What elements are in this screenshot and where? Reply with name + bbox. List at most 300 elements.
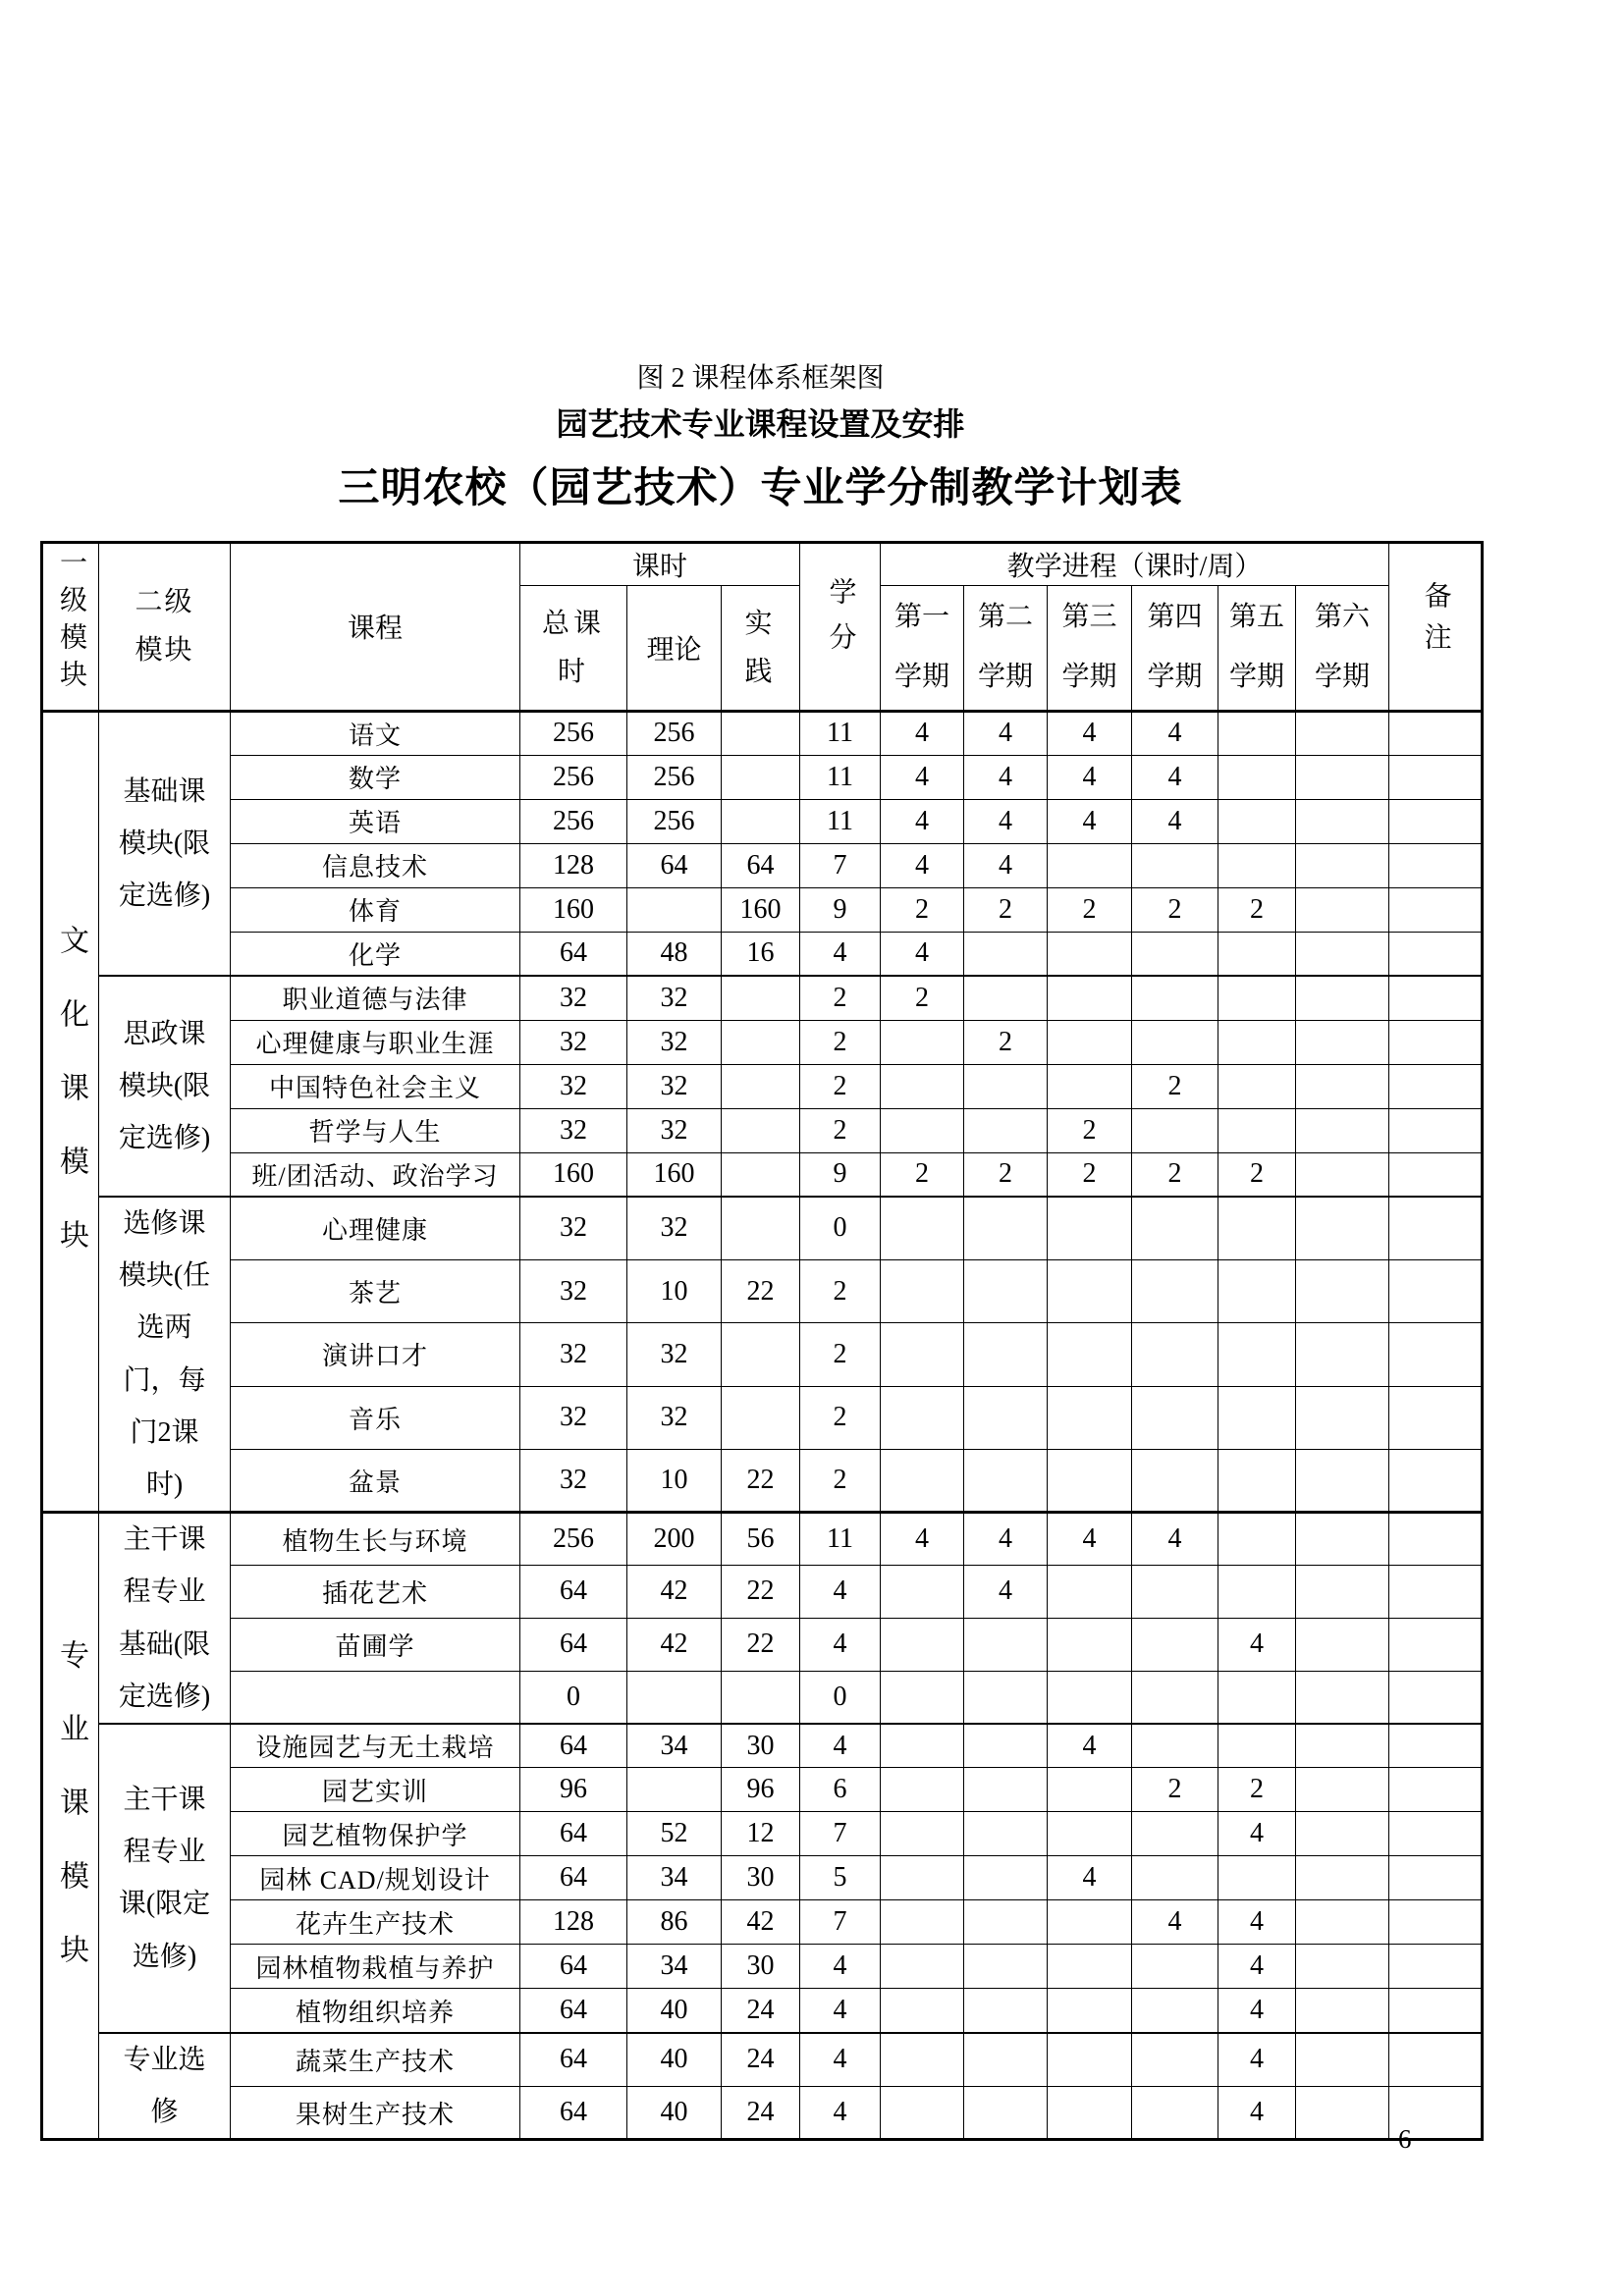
- semester-3-cell: [1048, 1768, 1132, 1812]
- teaching-plan-table: [40, 541, 1484, 2142]
- semester-2-cell: 4: [964, 755, 1048, 799]
- total-hours-cell: 32: [520, 1259, 627, 1322]
- theory-hours-cell: 86: [627, 1900, 722, 1945]
- credits-cell: 2: [800, 1386, 881, 1449]
- semester-4-cell: [1132, 1449, 1218, 1512]
- credits-cell: 2: [800, 1259, 881, 1322]
- semester-2-cell: 4: [964, 799, 1048, 843]
- course-name-cell: 英语: [231, 799, 520, 843]
- practice-hours-cell: 42: [722, 1900, 800, 1945]
- course-name-cell: [231, 1671, 520, 1724]
- credits-cell: 0: [800, 1197, 881, 1259]
- course-row: [42, 1197, 1483, 1259]
- course-row: [42, 711, 1483, 755]
- practice-hours-cell: [722, 755, 800, 799]
- practice-hours-cell: 22: [722, 1449, 800, 1512]
- semester-5-cell: [1218, 711, 1296, 755]
- semester-3-cell: 4: [1048, 799, 1132, 843]
- theory-hours-cell: 32: [627, 1386, 722, 1449]
- course-row: [42, 1323, 1483, 1386]
- semester-6-cell: [1296, 1020, 1389, 1064]
- course-row: [42, 755, 1483, 799]
- course-row: [42, 1812, 1483, 1856]
- practice-hours-cell: 22: [722, 1259, 800, 1322]
- semester-5-cell: [1218, 1386, 1296, 1449]
- semester-3-cell: [1048, 1386, 1132, 1449]
- practice-hours-cell: [722, 711, 800, 755]
- course-name-cell: 设施园艺与无土栽培: [231, 1724, 520, 1768]
- course-name-cell: 蔬菜生产技术: [231, 2033, 520, 2086]
- course-row: [42, 1513, 1483, 1566]
- credits-cell: 4: [800, 1945, 881, 1989]
- course-name-cell: 数学: [231, 755, 520, 799]
- practice-hours-cell: [722, 1020, 800, 1064]
- semester-1-cell: 4: [881, 843, 964, 887]
- semester-6-cell: [1296, 1108, 1389, 1152]
- practice-hours-cell: 30: [722, 1724, 800, 1768]
- semester-5-cell: 4: [1218, 1989, 1296, 2033]
- practice-hours-cell: [722, 1152, 800, 1197]
- semester-3-cell: 2: [1048, 1108, 1132, 1152]
- header-semester-2-label: 第二学期: [978, 602, 1034, 692]
- semester-1-cell: 4: [881, 799, 964, 843]
- theory-hours-cell: [627, 887, 722, 932]
- semester-4-cell: [1132, 1108, 1218, 1152]
- credits-cell: 4: [800, 1989, 881, 2033]
- credits-cell: 2: [800, 1323, 881, 1386]
- course-row: [42, 1064, 1483, 1108]
- semester-5-cell: 4: [1218, 1618, 1296, 1671]
- course-row: [42, 1566, 1483, 1619]
- semester-4-cell: [1132, 1724, 1218, 1768]
- header-level2-module-label: 二级模块: [135, 587, 194, 667]
- remark-cell: [1389, 1108, 1483, 1152]
- header-remarks: [1389, 542, 1483, 711]
- semester-1-cell: [881, 1812, 964, 1856]
- header-semester-1: [881, 585, 964, 711]
- semester-3-cell: 2: [1048, 887, 1132, 932]
- course-name-cell: 心理健康与职业生涯: [231, 1020, 520, 1064]
- semester-6-cell: [1296, 1513, 1389, 1566]
- semester-3-cell: [1048, 1449, 1132, 1512]
- semester-1-cell: [881, 1259, 964, 1322]
- semester-5-cell: 4: [1218, 2086, 1296, 2139]
- course-name-cell: 班/团活动、政治学习: [231, 1152, 520, 1197]
- semester-6-cell: [1296, 843, 1389, 887]
- semester-4-cell: [1132, 2033, 1218, 2086]
- credits-cell: 11: [800, 755, 881, 799]
- course-row: [42, 799, 1483, 843]
- semester-3-cell: 4: [1048, 755, 1132, 799]
- practice-hours-cell: [722, 1323, 800, 1386]
- header-row-1: [42, 542, 1483, 585]
- semester-3-cell: [1048, 976, 1132, 1020]
- course-name-cell: 音乐: [231, 1386, 520, 1449]
- semester-5-cell: 2: [1218, 1768, 1296, 1812]
- credits-cell: 7: [800, 1812, 881, 1856]
- header-level1-module-label: 一级模块: [56, 548, 86, 698]
- header-progress-group: 教学进程（课时/周）: [881, 542, 1389, 585]
- semester-1-cell: 4: [881, 755, 964, 799]
- total-hours-cell: 256: [520, 799, 627, 843]
- header-practice: [722, 585, 800, 711]
- semester-5-cell: [1218, 1724, 1296, 1768]
- practice-hours-cell: 64: [722, 843, 800, 887]
- practice-hours-cell: 12: [722, 1812, 800, 1856]
- course-name-cell: 语文: [231, 711, 520, 755]
- credits-cell: 4: [800, 1724, 881, 1768]
- theory-hours-cell: 256: [627, 711, 722, 755]
- header-credits: [800, 542, 881, 711]
- credits-cell: 11: [800, 711, 881, 755]
- semester-1-cell: [881, 1900, 964, 1945]
- course-row: [42, 1945, 1483, 1989]
- semester-5-cell: [1218, 1197, 1296, 1259]
- semester-2-cell: [964, 1856, 1048, 1900]
- semester-3-cell: 4: [1048, 711, 1132, 755]
- remark-cell: [1389, 1152, 1483, 1197]
- course-row: [42, 1259, 1483, 1322]
- level2-module-cell: 主干课程专业课(限定选修): [99, 1724, 231, 2033]
- course-name-cell: 演讲口才: [231, 1323, 520, 1386]
- remark-cell: [1389, 2033, 1483, 2086]
- semester-2-cell: 4: [964, 1513, 1048, 1566]
- semester-6-cell: [1296, 1618, 1389, 1671]
- course-name-cell: 植物生长与环境: [231, 1513, 520, 1566]
- semester-3-cell: [1048, 1064, 1132, 1108]
- level2-module-cell: 选修课模块(任选两门，每门2课时): [99, 1197, 231, 1513]
- header-semester-4: [1132, 585, 1218, 711]
- semester-5-cell: [1218, 799, 1296, 843]
- remark-cell: [1389, 1768, 1483, 1812]
- practice-hours-cell: 24: [722, 1989, 800, 2033]
- table-header: [42, 542, 1483, 711]
- semester-4-cell: 4: [1132, 711, 1218, 755]
- semester-2-cell: [964, 1989, 1048, 2033]
- practice-hours-cell: [722, 1671, 800, 1724]
- total-hours-cell: 64: [520, 1856, 627, 1900]
- total-hours-cell: 64: [520, 932, 627, 976]
- course-row: [42, 976, 1483, 1020]
- semester-6-cell: [1296, 887, 1389, 932]
- total-hours-cell: 256: [520, 1513, 627, 1566]
- course-row: [42, 2033, 1483, 2086]
- level1-module-label: 专业课模块: [55, 1639, 87, 2008]
- figure-caption: 图 2 课程体系框架图: [636, 363, 885, 394]
- theory-hours-cell: [627, 1671, 722, 1724]
- page-number: 6: [1398, 2124, 1412, 2154]
- semester-5-cell: 4: [1218, 1945, 1296, 1989]
- practice-hours-cell: [722, 1197, 800, 1259]
- course-row: [42, 1108, 1483, 1152]
- semester-1-cell: 4: [881, 711, 964, 755]
- semester-2-cell: [964, 932, 1048, 976]
- credits-cell: 2: [800, 1020, 881, 1064]
- theory-hours-cell: 34: [627, 1945, 722, 1989]
- practice-hours-cell: [722, 799, 800, 843]
- total-hours-cell: 0: [520, 1671, 627, 1724]
- header-level1-module: [42, 542, 99, 711]
- header-semester-5: [1218, 585, 1296, 711]
- semester-4-cell: 2: [1132, 1768, 1218, 1812]
- semester-4-cell: 4: [1132, 1900, 1218, 1945]
- semester-6-cell: [1296, 1197, 1389, 1259]
- semester-4-cell: 4: [1132, 755, 1218, 799]
- semester-1-cell: [881, 1945, 964, 1989]
- semester-2-cell: [964, 1449, 1048, 1512]
- practice-hours-cell: 30: [722, 1856, 800, 1900]
- total-hours-cell: 32: [520, 1020, 627, 1064]
- semester-3-cell: [1048, 1989, 1132, 2033]
- semester-1-cell: [881, 1064, 964, 1108]
- header-semester-3-label: 第三学期: [1061, 602, 1117, 692]
- total-hours-cell: 64: [520, 1724, 627, 1768]
- course-name-cell: 园林 CAD/规划设计: [231, 1856, 520, 1900]
- course-name-cell: 园林植物栽植与养护: [231, 1945, 520, 1989]
- practice-hours-cell: 22: [722, 1566, 800, 1619]
- semester-4-cell: [1132, 1989, 1218, 2033]
- semester-4-cell: [1132, 2086, 1218, 2139]
- semester-6-cell: [1296, 1152, 1389, 1197]
- semester-5-cell: [1218, 1020, 1296, 1064]
- semester-1-cell: [881, 2086, 964, 2139]
- semester-4-cell: [1132, 843, 1218, 887]
- credits-cell: 2: [800, 1064, 881, 1108]
- total-hours-cell: 32: [520, 1197, 627, 1259]
- remark-cell: [1389, 1900, 1483, 1945]
- semester-5-cell: 4: [1218, 1812, 1296, 1856]
- semester-6-cell: [1296, 2033, 1389, 2086]
- header-credits-label: 学分: [825, 577, 856, 668]
- semester-5-cell: [1218, 1108, 1296, 1152]
- semester-5-cell: 4: [1218, 1900, 1296, 1945]
- header-semester-4-label: 第四学期: [1147, 602, 1203, 692]
- semester-2-cell: 2: [964, 1152, 1048, 1197]
- semester-3-cell: [1048, 932, 1132, 976]
- remark-cell: [1389, 1197, 1483, 1259]
- semester-3-cell: [1048, 1900, 1132, 1945]
- semester-6-cell: [1296, 711, 1389, 755]
- remark-cell: [1389, 1513, 1483, 1566]
- total-hours-cell: 32: [520, 1108, 627, 1152]
- course-name-cell: 职业道德与法律: [231, 976, 520, 1020]
- semester-6-cell: [1296, 1566, 1389, 1619]
- header-semester-6: [1296, 585, 1389, 711]
- credits-cell: 7: [800, 1900, 881, 1945]
- total-hours-cell: 64: [520, 1945, 627, 1989]
- semester-4-cell: [1132, 1856, 1218, 1900]
- remark-cell: [1389, 843, 1483, 887]
- credits-cell: 7: [800, 843, 881, 887]
- header-theory: 理论: [627, 585, 722, 711]
- credits-cell: 9: [800, 1152, 881, 1197]
- page-content: [40, 361, 1481, 2141]
- course-name-cell: 果树生产技术: [231, 2086, 520, 2139]
- semester-3-cell: 4: [1048, 1724, 1132, 1768]
- course-row: [42, 932, 1483, 976]
- semester-5-cell: 4: [1218, 2033, 1296, 2086]
- theory-hours-cell: 32: [627, 976, 722, 1020]
- theory-hours-cell: 32: [627, 1064, 722, 1108]
- course-row: [42, 1768, 1483, 1812]
- semester-6-cell: [1296, 1386, 1389, 1449]
- remark-cell: [1389, 976, 1483, 1020]
- semester-4-cell: [1132, 1259, 1218, 1322]
- semester-1-cell: 2: [881, 976, 964, 1020]
- semester-6-cell: [1296, 1900, 1389, 1945]
- remark-cell: [1389, 1671, 1483, 1724]
- remark-cell: [1389, 1724, 1483, 1768]
- semester-1-cell: [881, 1856, 964, 1900]
- semester-2-cell: 2: [964, 887, 1048, 932]
- practice-hours-cell: 22: [722, 1618, 800, 1671]
- semester-3-cell: [1048, 1259, 1132, 1322]
- course-name-cell: 中国特色社会主义: [231, 1064, 520, 1108]
- semester-2-cell: [964, 1386, 1048, 1449]
- semester-2-cell: [964, 1197, 1048, 1259]
- semester-3-cell: 4: [1048, 1513, 1132, 1566]
- semester-5-cell: [1218, 932, 1296, 976]
- semester-2-cell: 4: [964, 843, 1048, 887]
- semester-2-cell: [964, 1900, 1048, 1945]
- course-row: [42, 1152, 1483, 1197]
- total-hours-cell: 32: [520, 976, 627, 1020]
- credits-cell: 11: [800, 799, 881, 843]
- total-hours-cell: 256: [520, 711, 627, 755]
- semester-2-cell: [964, 2086, 1048, 2139]
- semester-4-cell: [1132, 1386, 1218, 1449]
- course-row: [42, 1449, 1483, 1512]
- total-hours-cell: 32: [520, 1386, 627, 1449]
- semester-1-cell: [881, 1449, 964, 1512]
- semester-3-cell: [1048, 2086, 1132, 2139]
- semester-1-cell: [881, 1566, 964, 1619]
- total-hours-cell: 64: [520, 1812, 627, 1856]
- semester-1-cell: 2: [881, 887, 964, 932]
- semester-2-cell: [964, 2033, 1048, 2086]
- credits-cell: 4: [800, 1618, 881, 1671]
- course-row: [42, 1900, 1483, 1945]
- header-practice-label: 实践: [744, 608, 777, 687]
- semester-4-cell: [1132, 1618, 1218, 1671]
- semester-1-cell: [881, 1020, 964, 1064]
- practice-hours-cell: 16: [722, 932, 800, 976]
- theory-hours-cell: [627, 1768, 722, 1812]
- total-hours-cell: 64: [520, 1989, 627, 2033]
- course-row: [42, 2086, 1483, 2139]
- remark-cell: [1389, 1323, 1483, 1386]
- semester-6-cell: [1296, 1989, 1389, 2033]
- semester-3-cell: [1048, 843, 1132, 887]
- remark-cell: [1389, 1989, 1483, 2033]
- practice-hours-cell: 24: [722, 2033, 800, 2086]
- semester-4-cell: [1132, 1197, 1218, 1259]
- course-name-cell: 茶艺: [231, 1259, 520, 1322]
- practice-hours-cell: [722, 1386, 800, 1449]
- credits-cell: 4: [800, 1566, 881, 1619]
- semester-4-cell: [1132, 1812, 1218, 1856]
- semester-6-cell: [1296, 1323, 1389, 1386]
- course-row: [42, 1671, 1483, 1724]
- semester-3-cell: [1048, 1323, 1132, 1386]
- semester-1-cell: 2: [881, 1152, 964, 1197]
- semester-2-cell: 4: [964, 1566, 1048, 1619]
- semester-3-cell: [1048, 1945, 1132, 1989]
- theory-hours-cell: 40: [627, 2033, 722, 2086]
- theory-hours-cell: 256: [627, 755, 722, 799]
- semester-5-cell: [1218, 1856, 1296, 1900]
- level2-module-cell: 主干课程专业基础(限定选修): [99, 1513, 231, 1724]
- semester-1-cell: [881, 1989, 964, 2033]
- course-name-cell: 园艺实训: [231, 1768, 520, 1812]
- level2-module-cell: 专业选修: [99, 2033, 231, 2140]
- course-name-cell: 哲学与人生: [231, 1108, 520, 1152]
- semester-6-cell: [1296, 976, 1389, 1020]
- semester-6-cell: [1296, 1768, 1389, 1812]
- semester-6-cell: [1296, 755, 1389, 799]
- remark-cell: [1389, 711, 1483, 755]
- semester-6-cell: [1296, 1945, 1389, 1989]
- theory-hours-cell: 32: [627, 1323, 722, 1386]
- semester-6-cell: [1296, 1856, 1389, 1900]
- remark-cell: [1389, 887, 1483, 932]
- semester-4-cell: [1132, 1671, 1218, 1724]
- level1-module-cell: [42, 1513, 99, 2140]
- semester-1-cell: [881, 1768, 964, 1812]
- remark-cell: [1389, 1064, 1483, 1108]
- semester-1-cell: [881, 2033, 964, 2086]
- semester-5-cell: 2: [1218, 1152, 1296, 1197]
- header-total-hours-label: 总课时: [541, 608, 605, 687]
- semester-2-cell: [964, 1259, 1048, 1322]
- semester-3-cell: [1048, 2033, 1132, 2086]
- semester-6-cell: [1296, 1724, 1389, 1768]
- remark-cell: [1389, 1566, 1483, 1619]
- theory-hours-cell: 40: [627, 2086, 722, 2139]
- table-body: [42, 711, 1483, 2140]
- semester-1-cell: [881, 1386, 964, 1449]
- semester-2-cell: 2: [964, 1020, 1048, 1064]
- practice-hours-cell: [722, 1108, 800, 1152]
- total-hours-cell: 160: [520, 1152, 627, 1197]
- semester-1-cell: 4: [881, 1513, 964, 1566]
- semester-2-cell: [964, 1671, 1048, 1724]
- course-name-cell: 体育: [231, 887, 520, 932]
- course-row: [42, 887, 1483, 932]
- semester-2-cell: [964, 1323, 1048, 1386]
- credits-cell: 4: [800, 2086, 881, 2139]
- semester-2-cell: [964, 1945, 1048, 1989]
- semester-4-cell: 2: [1132, 1152, 1218, 1197]
- semester-5-cell: 2: [1218, 887, 1296, 932]
- header-semester-1-label: 第一学期: [894, 602, 950, 692]
- total-hours-cell: 256: [520, 755, 627, 799]
- theory-hours-cell: 52: [627, 1812, 722, 1856]
- practice-hours-cell: 24: [722, 2086, 800, 2139]
- remark-cell: [1389, 1386, 1483, 1449]
- header-semester-3: [1048, 585, 1132, 711]
- course-row: [42, 1020, 1483, 1064]
- total-hours-cell: 32: [520, 1449, 627, 1512]
- semester-6-cell: [1296, 1671, 1389, 1724]
- theory-hours-cell: 160: [627, 1152, 722, 1197]
- semester-5-cell: [1218, 1513, 1296, 1566]
- level2-module-cell: 思政课模块(限定选修): [99, 976, 231, 1197]
- semester-2-cell: [964, 1724, 1048, 1768]
- course-name-cell: 心理健康: [231, 1197, 520, 1259]
- credits-cell: 6: [800, 1768, 881, 1812]
- semester-3-cell: [1048, 1671, 1132, 1724]
